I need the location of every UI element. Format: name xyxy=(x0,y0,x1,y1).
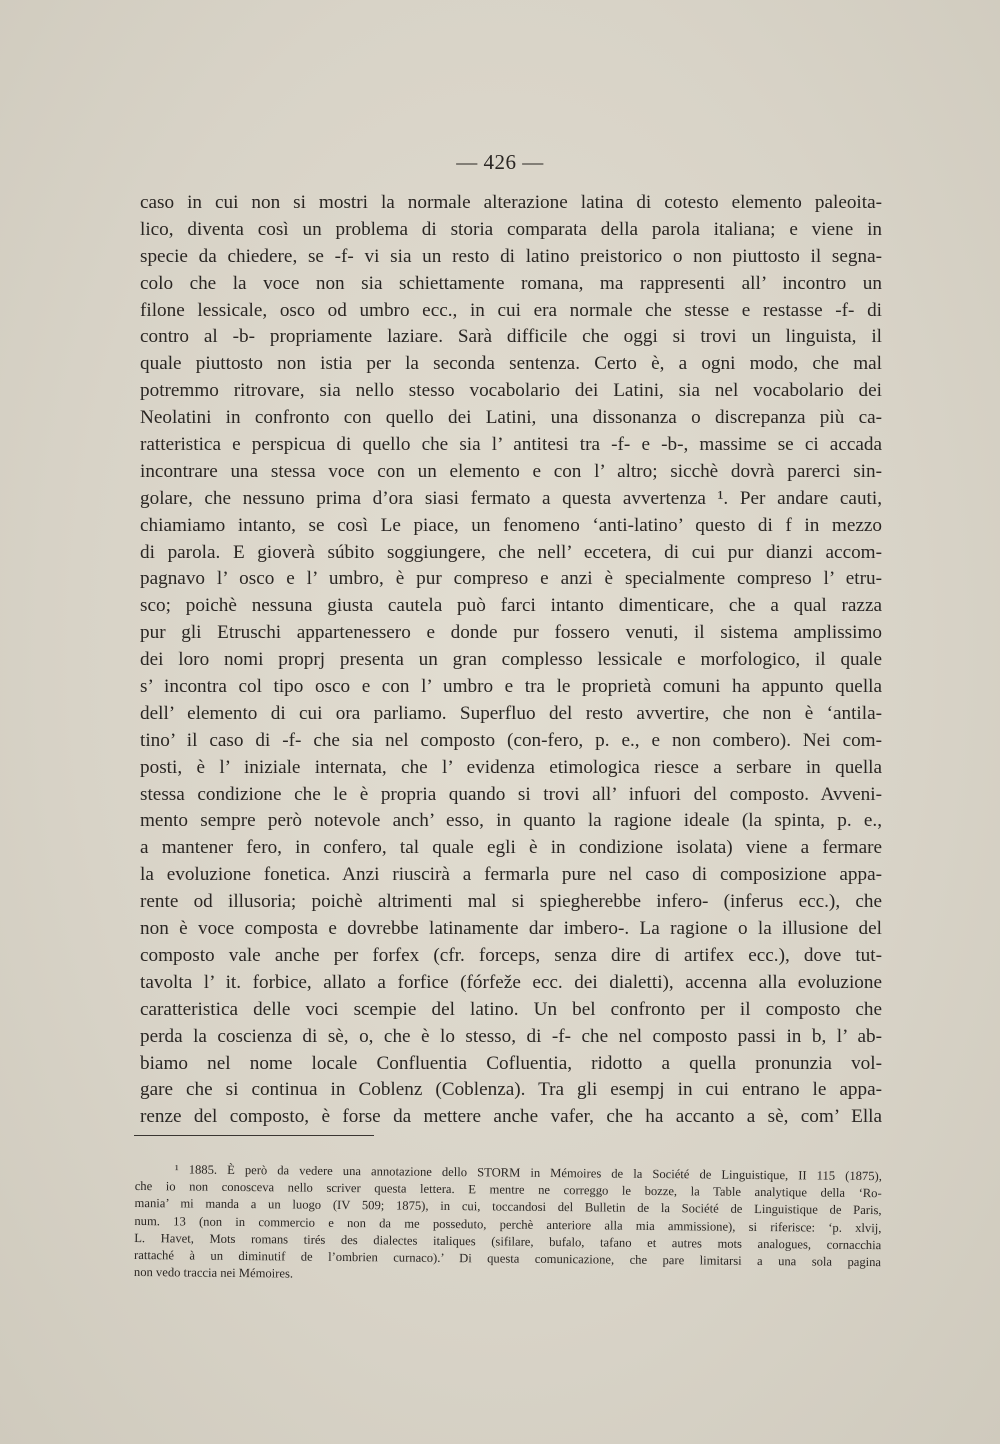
text-line: pagnavo l’ osco e l’ umbro, è pur compreso e anzi è specialmente compreso l’ etru- xyxy=(140,568,882,590)
text-line: Neolatini in confronto con quello dei Latini, una dissonanza o discrepanza più ca- xyxy=(140,407,882,429)
text-line: incontrare una stessa voce con un elemento e con l’ altro; sicchè dovrà parerci sin- xyxy=(140,460,882,482)
footnote-line: num. 13 (non in commercio e non da me posseduto, perchè anteriore alla mia ammissione), si riferisce: ‘p. xlvij, xyxy=(134,1213,882,1235)
text-line: dell’ elemento di cui ora parliamo. Superfluo del resto avvertire, che non è ‘antila- xyxy=(140,702,882,724)
page-number: — 426 — xyxy=(456,150,544,174)
text-line: golare, che nessuno prima d’ora siasi fermato a questa avvertenza ¹. Per andare cauti, xyxy=(140,487,882,509)
text-line: a mantener fero, in confero, tal quale egli è in condizione isolata) viene a fermare xyxy=(140,837,882,859)
text-line: rente od illusoria; poichè altrimenti mal si spiegherebbe infero- (inferus ecc.), che xyxy=(140,891,882,913)
text-line: tavolta l’ it. forbice, allato a forfice (fórfeže ecc. dei dialetti), accenna alla evoluzione xyxy=(140,971,882,993)
text-line: renze del composto, è forse da mettere anche vafer, che ha accanto a sè, com’ Ella xyxy=(140,1106,882,1128)
text-line: chiamiamo intanto, se così Le piace, un fenomeno ‘anti-latino’ questo di f in mezzo xyxy=(140,514,882,536)
footnote-divider xyxy=(134,1135,374,1136)
footnote-line: rattaché à un diminutif de l’ombrien curnaco).’ Di questa comunicazione, che pare limitarsi a una sola pagina xyxy=(134,1247,882,1270)
text-line: biamo nel nome locale Confluentia Cofluentia, ridotto a quella pronunzia vol- xyxy=(140,1052,882,1074)
text-line: gare che si continua in Coblenz (Coblenza). Tra gli esempj in cui entrano le appa- xyxy=(140,1079,882,1101)
text-line: la evoluzione fonetica. Anzi riuscirà a fermarla pure nel caso di composizione appa- xyxy=(140,864,882,886)
text-line: sco; poichè nessuna giusta cautela può farci intanto dimenticare, che a qual razza xyxy=(140,595,882,617)
text-line: filone lessicale, osco od umbro ecc., in cui era normale che stesse e restasse -f- di xyxy=(140,299,882,321)
text-line: perda la coscienza di sè, o, che è lo stesso, di -f- che nel composto passi in b, l’ ab- xyxy=(140,1025,882,1047)
footnote-line: che io non conosceva nello scriver questa lettera. E mentre ne correggo le bozze, la Table analytique della ‘Ro- xyxy=(134,1179,882,1201)
text-line: di parola. E gioverà súbito soggiungere, che nell’ eccetera, di cui pur dianzi accom- xyxy=(140,541,882,563)
text-line: posti, è l’ iniziale internata, che l’ evidenza etimologica riesce a serbare in quella xyxy=(140,756,882,778)
text-line: non è voce composta e dovrebbe latinamente dar imbero-. La ragione o la illusione del xyxy=(140,918,882,940)
footnote-line: mania’ mi manda a un luogo (IV 509; 1875), in cui, toccandosi del Bulletin de la Société de Linguistique de Paris, xyxy=(134,1196,882,1218)
text-line: lico, diventa così un problema di storia comparata della parola italiana; e viene in xyxy=(140,218,882,240)
text-line: colo che la voce non sia schiettamente romana, ma rappresenti all’ incontro un xyxy=(140,272,882,294)
text-line: s’ incontra col tipo osco e con l’ umbro e tra le proprietà comuni ha appunto quella xyxy=(140,676,882,698)
footnote-block xyxy=(134,1161,882,1288)
text-line: quale piuttosto non istia per la seconda sentenza. Certo è, a ogni modo, che mal xyxy=(140,353,882,375)
text-line: pur gli Etruschi appartenessero e donde pur fossero venuti, il sistema amplissimo xyxy=(140,622,882,644)
main-text-block xyxy=(140,190,882,1131)
footnote-line: non vedo traccia nei Mémoires. xyxy=(133,1265,294,1281)
text-line: specie da chiedere, se -f- vi sia un resto di latino preistorico o non piuttosto il segna- xyxy=(140,245,882,267)
text-line: stessa condizione che le è propria quando si trovi all’ infuori del composto. Avveni- xyxy=(140,783,882,805)
text-line: potremmo ritrovare, sia nello stesso vocabolario dei Latini, sia nel vocabolario dei xyxy=(140,380,882,402)
text-line: caso in cui non si mostri la normale alterazione latina di cotesto elemento paleoita- xyxy=(140,192,882,213)
footnote-line: ¹ 1885. È però da vedere una annotazione dello STORM in Mémoires de la Société de Linguistique, II 115 (1875), xyxy=(174,1162,882,1184)
footnote-line: L. Havet, Mots romans tirés des dialectes italiques (sifilare, bufalo, tafano et autres mots analogues, cornacchia xyxy=(134,1230,882,1252)
text-line: tino’ il caso di -f- che sia nel composto (con-fero, p. e., e non combero). Nei com- xyxy=(140,729,882,751)
text-line: mento sempre però notevole anch’ esso, in quanto la ragione ideale (la spinta, p. e., xyxy=(140,810,882,832)
text-line: dei loro nomi proprj presenta un gran complesso lessicale e morfologico, il quale xyxy=(140,649,882,671)
text-line: caratteristica delle voci scempie del latino. Un bel confronto per il composto che xyxy=(140,998,882,1020)
text-line: ratteristica e perspicua di quello che sia l’ antitesi tra -f- e -b-, massime se ci accada xyxy=(140,434,882,456)
text-line: composto vale anche per forfex (cfr. forceps, senza dire di artifex ecc.), dove tut- xyxy=(140,944,882,966)
text-line: contro al -b- propriamente laziare. Sarà difficile che oggi si trovi un linguista, il xyxy=(140,326,882,348)
